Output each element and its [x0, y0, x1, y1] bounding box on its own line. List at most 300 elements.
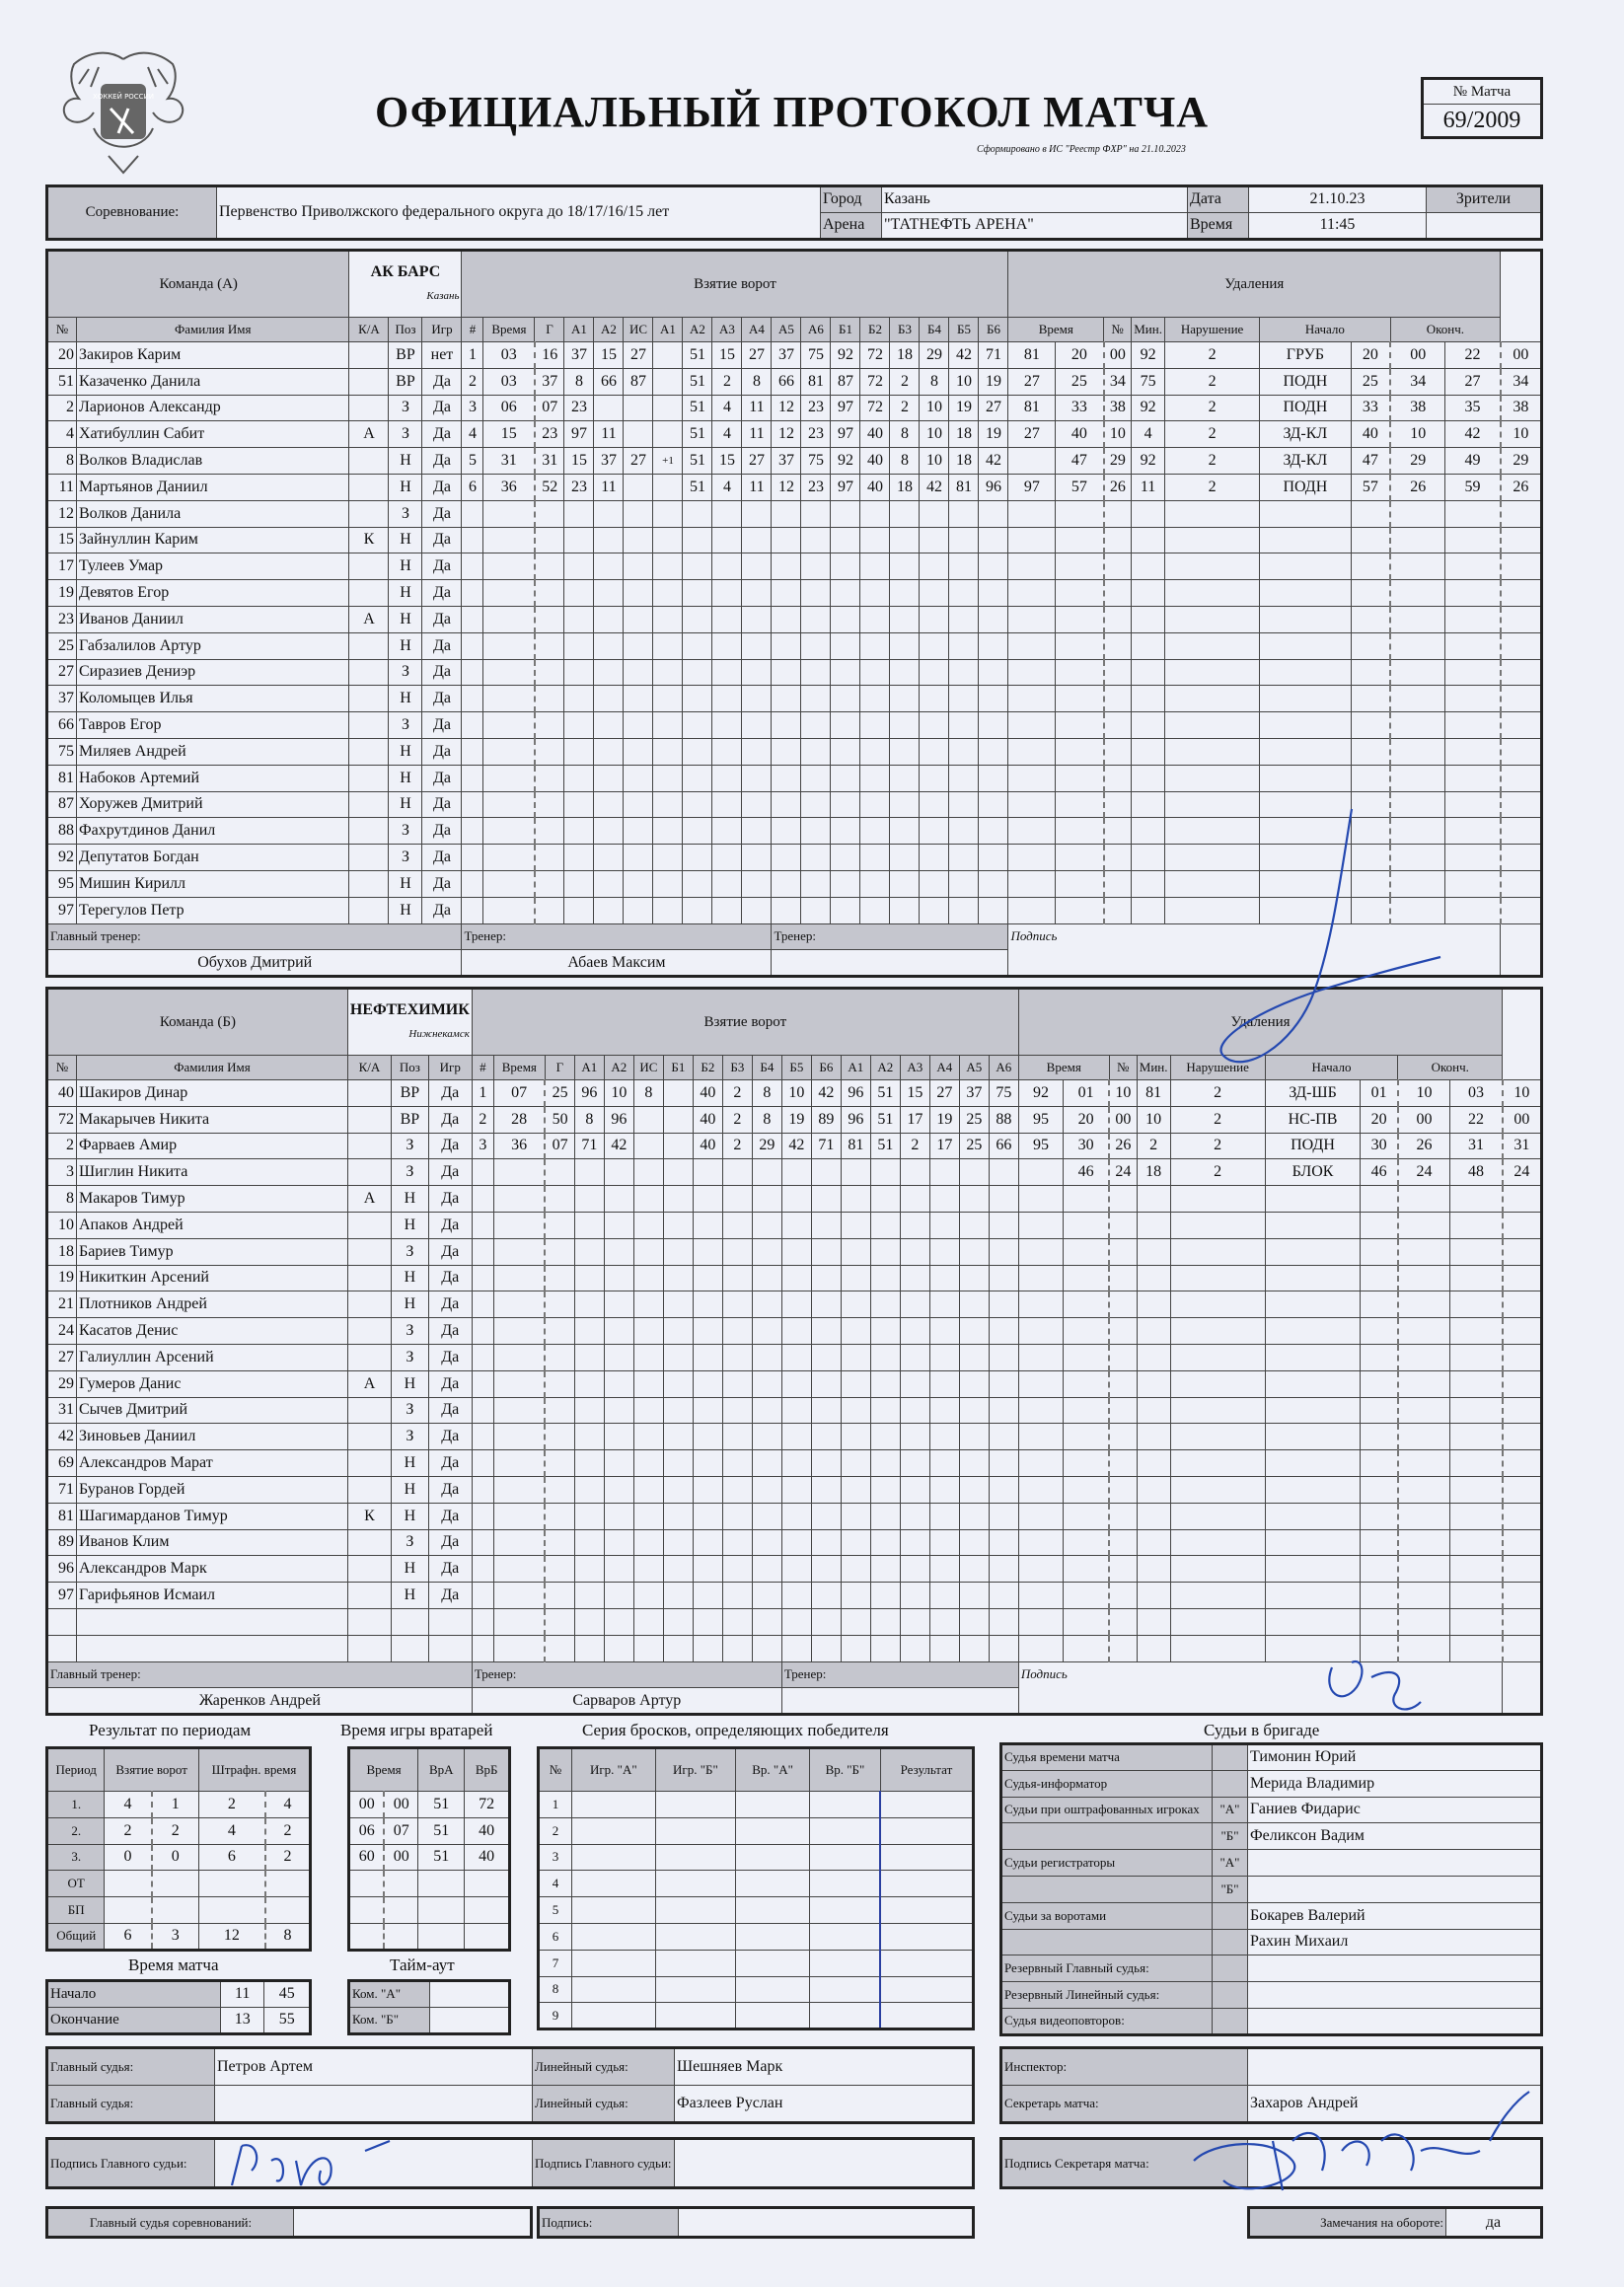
shootout-cell	[655, 1844, 736, 1871]
team-a-goal-cell	[801, 818, 831, 845]
team-b-penalty-cell: 24	[1109, 1159, 1137, 1186]
team-b-player-played: Да	[428, 1344, 472, 1370]
periods-col-pim: Штрафн. время	[198, 1748, 310, 1792]
team-a-goal-cell	[535, 791, 564, 818]
team-a-goal-cell	[535, 500, 564, 527]
team-b-player-role	[347, 1635, 391, 1661]
team-b-penalty-cell	[1398, 1238, 1450, 1265]
team-b-goal-cell	[604, 1529, 633, 1556]
periods-col-goals: Взятие ворот	[105, 1748, 199, 1792]
team-a-goal-cell	[564, 659, 594, 686]
team-b-goal-cell: 42	[811, 1080, 841, 1107]
team-a-goal-cell: 40	[860, 421, 890, 448]
team-b-player-position: Н	[392, 1186, 429, 1213]
team-b-goal-cell	[929, 1265, 959, 1291]
team-a-penalty-cell	[1132, 659, 1165, 686]
team-a-player-number: 15	[47, 527, 77, 553]
team-a-goal-cell	[683, 765, 712, 791]
team-b-goal-cell	[811, 1450, 841, 1477]
team-a-goal-cell	[594, 632, 624, 659]
periods-cell: 6	[198, 1844, 265, 1871]
team-b-goal-cell	[989, 1186, 1018, 1213]
team-a-goal-cell	[535, 712, 564, 739]
team-a-penalty-cell	[1056, 659, 1104, 686]
team-a-player-name: Коломыцев Илья	[77, 686, 349, 712]
shootout-col-0: №	[539, 1748, 572, 1792]
team-b-goal-cell	[989, 1476, 1018, 1503]
team-a-penalty-cell: 25	[1056, 368, 1104, 395]
team-b-penalty-cell	[1503, 1424, 1542, 1450]
team-a-row	[47, 738, 1542, 765]
team-b-goal-cell	[841, 1186, 870, 1213]
team-b-goal-cell	[604, 1344, 633, 1370]
team-b-goal-cell	[989, 1503, 1018, 1529]
team-a-penalty-cell	[1104, 632, 1132, 659]
team-b-goal-cell	[781, 1265, 811, 1291]
team-b-minus-col-3: А4	[929, 1056, 959, 1080]
periods-cell	[152, 1871, 199, 1897]
team-a-goal-cell	[653, 553, 683, 580]
team-a-goal-cell	[535, 870, 564, 897]
team-b-player-position: Н	[392, 1583, 429, 1609]
team-a-goal-cell: 23	[564, 474, 594, 500]
team-b-goal-cell	[722, 1397, 752, 1424]
team-a-penalty-cell: 00	[1501, 342, 1542, 369]
match-end-label: Окончание	[47, 2007, 221, 2033]
team-b-col-1: Фамилия Имя	[77, 1056, 348, 1080]
team-b-goal-cell: 07	[493, 1080, 545, 1107]
team-a-goal-number	[462, 553, 483, 580]
team-b-goal-cell	[900, 1344, 929, 1370]
team-b-penalty-cell	[1064, 1212, 1109, 1238]
team-b-goal-cell	[493, 1397, 545, 1424]
team-b-goal-cell	[722, 1186, 752, 1213]
team-a-penalty-cell	[1165, 686, 1260, 712]
periods-row	[47, 1897, 311, 1924]
team-b-penalty-cell	[1450, 1238, 1503, 1265]
official-role	[1001, 1876, 1213, 1902]
team-a-goal-cell	[1008, 765, 1056, 791]
team-a-penalty-cell	[1445, 606, 1501, 632]
team-a-goal-cell	[890, 527, 920, 553]
team-a-penalty-cell	[1445, 580, 1501, 607]
timeout-title: Тайм-аут	[390, 1955, 455, 1974]
team-a-goal-cell: 07	[535, 395, 564, 421]
team-b-goal-cell	[752, 1159, 781, 1186]
team-a-player-number: 75	[47, 738, 77, 765]
team-b-goal-cell	[929, 1186, 959, 1213]
official-team	[1213, 1955, 1248, 1982]
team-b-goal-cell	[781, 1608, 811, 1635]
shootout-cell	[810, 1792, 881, 1818]
team-b-goal-col-5: ИС	[633, 1056, 663, 1080]
team-b-goal-cell: 36	[493, 1133, 545, 1159]
team-b-row	[47, 1397, 1542, 1424]
team-a-goal-cell	[860, 765, 890, 791]
team-b-goal-cell	[841, 1344, 870, 1370]
team-a-penalty-cell	[1056, 818, 1104, 845]
team-b-goal-cell: 10	[781, 1080, 811, 1107]
team-b-row	[47, 1186, 1542, 1213]
team-a-player-number: 4	[47, 421, 77, 448]
generated-note: Сформировано в ИС "Реестр ФХР" на 21.10.2023	[977, 144, 1186, 155]
team-b-penalty-cell	[1064, 1291, 1109, 1318]
team-b-goal-cell	[1018, 1424, 1063, 1450]
team-a-goal-cell: 71	[979, 342, 1008, 369]
periods-cell: 2	[265, 1844, 311, 1871]
team-b-player-position: З	[392, 1344, 429, 1370]
team-b-penalty-cell	[1064, 1608, 1109, 1635]
team-b-goal-cell	[929, 1476, 959, 1503]
team-b-goal-cell	[959, 1186, 989, 1213]
team-b-goal-cell	[633, 1424, 663, 1450]
official-role: Судья видеоповторов:	[1001, 2008, 1213, 2034]
team-a-goal-number: 4	[462, 421, 483, 448]
team-a-penalty-cell: 42	[1445, 421, 1501, 448]
shootout-cell	[880, 1844, 973, 1871]
official-name	[1248, 1850, 1542, 1877]
team-a-penalty-cell	[1351, 553, 1390, 580]
shootout-row	[539, 2003, 974, 2029]
team-a-penalty-cell	[1056, 870, 1104, 897]
shootout-cell	[655, 1950, 736, 1976]
team-b-goal-cell	[693, 1265, 722, 1291]
team-a-penalty-cell	[1132, 870, 1165, 897]
team-a-goal-cell	[624, 712, 653, 739]
shootout-cell	[810, 2003, 881, 2029]
team-a-goal-cell	[624, 818, 653, 845]
team-a-goal-cell	[860, 580, 890, 607]
team-b-goal-cell	[604, 1608, 633, 1635]
team-a-goal-cell: 37	[535, 368, 564, 395]
team-b-goal-cell	[900, 1450, 929, 1477]
team-a-goal-cell	[624, 791, 653, 818]
arena-label: Арена	[821, 212, 882, 239]
time: 11:45	[1249, 212, 1427, 239]
team-a-goal-cell: 19	[979, 368, 1008, 395]
team-a-goal-cell	[801, 897, 831, 923]
shootout-col-4: Вр. "Б"	[810, 1748, 881, 1792]
goalie-cell	[349, 1897, 385, 1924]
team-a-goal-cell: 31	[535, 448, 564, 475]
team-b-penalty-cell	[1064, 1583, 1109, 1609]
team-a-penalty-cell	[1165, 580, 1260, 607]
periods-cell: 1.	[47, 1792, 105, 1818]
team-a-penalty-cell	[1390, 553, 1445, 580]
team-a-goal-cell	[683, 870, 712, 897]
team-a-goal-cell	[653, 791, 683, 818]
team-a-penalty-cell: 22	[1445, 342, 1501, 369]
team-a-pen-col-3: Нарушение	[1165, 318, 1260, 342]
team-a-goal-cell	[949, 659, 979, 686]
team-a-goal-cell	[564, 897, 594, 923]
official-row	[1001, 1955, 1542, 1982]
team-b-goal-cell: 2	[722, 1106, 752, 1133]
team-a-goal-cell: 4	[712, 421, 742, 448]
team-a-goal-cell	[979, 845, 1008, 871]
team-b-goal-cell: 8	[752, 1080, 781, 1107]
team-b-goal-cell	[900, 1635, 929, 1661]
periods-cell: 1	[152, 1792, 199, 1818]
team-a-goal-cell	[801, 738, 831, 765]
official-name	[1248, 1982, 1542, 2009]
team-a-goal-cell	[653, 686, 683, 712]
team-a-penalty-cell: 33	[1056, 395, 1104, 421]
team-a-goal-cell	[683, 791, 712, 818]
team-a-penalty-cell	[1501, 818, 1542, 845]
team-b-pen-col-0: Время	[1018, 1056, 1109, 1080]
shootout-cell	[880, 1976, 973, 2003]
team-b-player-played: Да	[428, 1424, 472, 1450]
team-a-goal-cell: 18	[949, 421, 979, 448]
match-time-table	[45, 1979, 312, 2035]
team-a-goal-number	[462, 791, 483, 818]
team-b-penalty-cell	[1064, 1503, 1109, 1529]
team-a-goal-cell	[1008, 738, 1056, 765]
team-a-goal-cell	[831, 870, 860, 897]
team-a-penalty-cell	[1501, 500, 1542, 527]
team-b-goal-cell	[493, 1556, 545, 1583]
team-b-goal-cell	[959, 1503, 989, 1529]
team-b-goal-cell	[959, 1424, 989, 1450]
team-a-penalty-cell	[1501, 870, 1542, 897]
team-a-goal-cell	[831, 606, 860, 632]
team-a-goal-cell	[535, 632, 564, 659]
team-a-goal-cell	[801, 845, 831, 871]
team-a-player-position: З	[389, 659, 422, 686]
team-b-goal-number	[472, 1186, 493, 1213]
team-a-goal-cell	[683, 818, 712, 845]
team-b-goal-cell	[781, 1503, 811, 1529]
team-a-goal-cell	[653, 659, 683, 686]
team-b-player-name: Сычев Дмитрий	[77, 1397, 348, 1424]
team-a-goals-header: Взятие ворот	[462, 251, 1008, 318]
team-b-goal-cell: 42	[781, 1133, 811, 1159]
team-a-plus-col-3: А4	[742, 318, 772, 342]
team-b-goal-cell	[900, 1503, 929, 1529]
team-a-city: Казань	[426, 290, 460, 302]
team-a-goal-cell	[831, 738, 860, 765]
team-a-goal-cell	[979, 606, 1008, 632]
team-b-penalty-cell	[1137, 1529, 1170, 1556]
team-b-penalty-cell: 24	[1503, 1159, 1542, 1186]
team-a-goal-cell	[624, 395, 653, 421]
team-a-player-position: Н	[389, 765, 422, 791]
team-a-goal-cell	[1008, 659, 1056, 686]
team-b-penalty-cell	[1265, 1608, 1361, 1635]
team-a-goal-cell	[594, 686, 624, 712]
periods-table	[45, 1746, 312, 1952]
team-b-penalty-cell	[1170, 1186, 1265, 1213]
team-a-goal-col-5: ИС	[624, 318, 653, 342]
team-a-penalty-cell: 4	[1132, 421, 1165, 448]
team-b-player-name: Шакиров Динар	[77, 1080, 348, 1107]
team-b-penalty-cell	[1450, 1424, 1503, 1450]
sig-label: Подпись:	[539, 2208, 679, 2238]
team-a-goal-col-2: Г	[535, 318, 564, 342]
team-b-goal-cell	[781, 1529, 811, 1556]
secretary: Захаров Андрей	[1248, 2086, 1542, 2123]
team-a-goal-cell: 81	[949, 474, 979, 500]
team-b-signature-label: Подпись	[1018, 1661, 1502, 1715]
team-b-goal-cell	[811, 1635, 841, 1661]
team-b-player-position: З	[392, 1159, 429, 1186]
team-a-goal-cell	[949, 870, 979, 897]
team-a-penalty-cell	[1351, 659, 1390, 686]
team-b-goal-cell	[633, 1503, 663, 1529]
team-a-penalty-cell: ЗД-КЛ	[1260, 421, 1352, 448]
team-b-player-number: 29	[47, 1370, 77, 1397]
team-a-goal-cell	[920, 870, 949, 897]
team-b-penalty-cell: 03	[1450, 1080, 1503, 1107]
team-a-goal-cell	[831, 818, 860, 845]
team-b-head-coach: Жаренков Андрей	[47, 1688, 473, 1715]
periods-row	[47, 1871, 311, 1897]
team-b-goal-cell	[841, 1450, 870, 1477]
team-a-penalty-cell	[1104, 845, 1132, 871]
team-b-goal-cell	[693, 1556, 722, 1583]
team-a-goal-cell	[535, 738, 564, 765]
team-b-penalty-cell	[1109, 1608, 1137, 1635]
periods-cell	[198, 1871, 265, 1897]
team-b-penalty-cell	[1398, 1424, 1450, 1450]
team-a-goal-cell: 51	[683, 342, 712, 369]
team-a-goal-cell	[920, 791, 949, 818]
team-b-player-played: Да	[428, 1529, 472, 1556]
team-a-goal-cell	[1008, 553, 1056, 580]
team-b-goal-cell	[870, 1265, 900, 1291]
team-b-goal-cell	[663, 1133, 693, 1159]
team-a-penalty-cell: 92	[1132, 448, 1165, 475]
team-a-player-role	[349, 765, 389, 791]
team-b-goal-cell	[811, 1397, 841, 1424]
team-b-row	[47, 1106, 1542, 1133]
team-a-goal-cell	[712, 500, 742, 527]
team-a-penalty-cell	[1056, 791, 1104, 818]
team-b-goal-cell	[841, 1583, 870, 1609]
team-a-goal-cell	[653, 712, 683, 739]
time-label: Время	[1188, 212, 1249, 239]
team-b-player-number: 27	[47, 1344, 77, 1370]
team-b-player-name: Плотников Андрей	[77, 1291, 348, 1318]
team-a-goal-cell	[920, 659, 949, 686]
team-b-row	[47, 1370, 1542, 1397]
team-b-goal-cell	[989, 1635, 1018, 1661]
team-b-player-name: Макаров Тимур	[77, 1186, 348, 1213]
team-b-penalty-cell	[1137, 1397, 1170, 1424]
team-b-penalty-cell	[1450, 1397, 1503, 1424]
shootout-number: 1	[539, 1792, 572, 1818]
team-a-goal-cell	[564, 712, 594, 739]
team-a-goal-cell: 2	[890, 368, 920, 395]
team-a-goal-cell	[890, 897, 920, 923]
periods-cell	[265, 1897, 311, 1924]
team-a-pen-col-0: Время	[1008, 318, 1104, 342]
team-b-penalty-cell: ЗД-ШБ	[1265, 1080, 1361, 1107]
team-b-player-number: 96	[47, 1556, 77, 1583]
team-a-goal-cell	[742, 553, 772, 580]
team-a-player-name: Хоружев Дмитрий	[77, 791, 349, 818]
team-b-goal-cell	[633, 1608, 663, 1635]
official-team: "А"	[1213, 1797, 1248, 1823]
team-b-goal-cell: 42	[604, 1133, 633, 1159]
team-a-goal-cell	[979, 870, 1008, 897]
team-a-player-name: Тавров Егор	[77, 712, 349, 739]
team-a-goal-cell: 37	[564, 342, 594, 369]
team-a-penalty-cell	[1132, 791, 1165, 818]
team-b-penalty-cell	[1109, 1212, 1137, 1238]
team-b-penalty-cell	[1450, 1635, 1503, 1661]
team-a-player-played: Да	[422, 368, 462, 395]
team-b-penalty-cell: 01	[1064, 1080, 1109, 1107]
team-b-goal-cell: 40	[693, 1080, 722, 1107]
team-a-penalty-cell: 20	[1056, 342, 1104, 369]
team-b-player-played: Да	[428, 1238, 472, 1265]
team-a-goal-cell	[1008, 845, 1056, 871]
team-a-goal-cell	[979, 580, 1008, 607]
team-a-player-position: Н	[389, 632, 422, 659]
team-b-player-name	[77, 1635, 348, 1661]
shootout-col-2: Игр. "Б"	[655, 1748, 736, 1792]
team-a-goal-cell	[535, 686, 564, 712]
team-b-plus-col-1: Б2	[693, 1056, 722, 1080]
team-b-goal-cell	[604, 1556, 633, 1583]
team-a-goal-cell	[949, 845, 979, 871]
team-a-penalty-cell	[1132, 738, 1165, 765]
team-b-goal-cell	[752, 1397, 781, 1424]
team-a-penalty-cell	[1056, 580, 1104, 607]
team-b-player-role	[347, 1265, 391, 1291]
team-a-goal-cell	[1008, 791, 1056, 818]
team-b-goal-cell	[1018, 1318, 1063, 1345]
team-a-plus-col-5: А6	[801, 318, 831, 342]
team-b-player-role	[347, 1159, 391, 1186]
team-a-penalty-cell	[1056, 686, 1104, 712]
team-a-penalty-cell: ЗД-КЛ	[1260, 448, 1352, 475]
team-b-goal-cell	[604, 1635, 633, 1661]
team-a-player-role	[349, 448, 389, 475]
team-b-goal-cell: 96	[841, 1106, 870, 1133]
shootout-row	[539, 1923, 974, 1950]
team-b-player-position: З	[392, 1238, 429, 1265]
team-b-goal-cell	[693, 1529, 722, 1556]
team-b-goal-cell	[604, 1476, 633, 1503]
comp-referee-label: Главный судья соревнований:	[47, 2208, 294, 2238]
team-b-penalty-cell	[1503, 1450, 1542, 1477]
team-a-goal-cell	[594, 527, 624, 553]
team-a-row	[47, 686, 1542, 712]
team-a-goal-cell: 03	[483, 342, 535, 369]
main-referee-2	[215, 2086, 533, 2123]
team-a-goal-cell: 4	[712, 395, 742, 421]
team-b-goal-cell	[574, 1450, 604, 1477]
team-a-penalty-cell	[1104, 818, 1132, 845]
team-b-penalty-cell: 81	[1137, 1080, 1170, 1107]
team-a-penalty-cell	[1056, 712, 1104, 739]
periods-cell: 4	[265, 1792, 311, 1818]
team-a-goal-cell	[860, 606, 890, 632]
team-b-goal-cell: 71	[811, 1133, 841, 1159]
team-b-goal-cell	[633, 1450, 663, 1477]
team-b-goal-cell	[493, 1583, 545, 1609]
team-a-penalty-cell: 29	[1501, 448, 1542, 475]
team-b-penalty-cell	[1398, 1556, 1450, 1583]
team-a-goal-number	[462, 500, 483, 527]
team-a-goal-cell	[772, 527, 801, 553]
sig-secretary-label: Подпись Секретаря матча:	[1001, 2139, 1248, 2188]
team-a-goal-cell	[772, 553, 801, 580]
team-b-player-number: 19	[47, 1265, 77, 1291]
